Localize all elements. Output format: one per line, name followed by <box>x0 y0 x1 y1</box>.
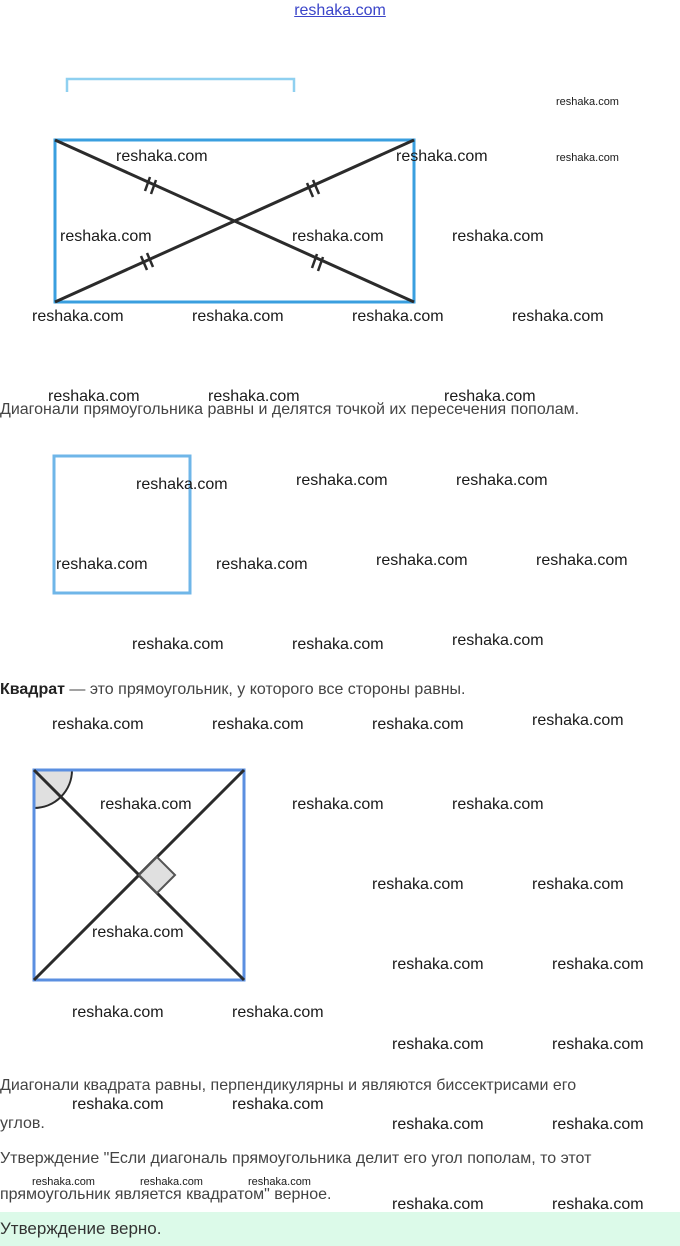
square-diagram <box>0 440 240 610</box>
watermark: reshaka.com <box>456 472 548 489</box>
watermark: reshaka.com <box>392 1036 484 1053</box>
watermark: reshaka.com <box>512 308 604 325</box>
watermark: reshaka.com <box>452 632 544 649</box>
rectangle-diagram <box>0 0 680 340</box>
watermark: reshaka.com <box>292 228 384 245</box>
watermark: reshaka.com <box>532 876 624 893</box>
watermark: reshaka.com <box>56 556 148 573</box>
watermark: reshaka.com <box>292 796 384 813</box>
watermark: reshaka.com <box>396 148 488 165</box>
square-term: Квадрат <box>0 681 65 698</box>
site-header-link[interactable]: reshaka.com <box>294 2 386 19</box>
square-diagonals-line2: углов. <box>0 1115 45 1132</box>
watermark: reshaka.com <box>100 796 192 813</box>
watermark: reshaka.com <box>248 1176 311 1188</box>
watermark: reshaka.com <box>392 956 484 973</box>
watermark: reshaka.com <box>48 388 140 405</box>
watermark: reshaka.com <box>232 1004 324 1021</box>
watermark: reshaka.com <box>552 1196 644 1213</box>
brace-mark <box>67 79 294 92</box>
square-definition <box>0 672 680 708</box>
rect-property-text: Диагонали прямоугольника равны и делятся точкой их пересечения пополам. <box>0 401 580 418</box>
watermark: reshaka.com <box>212 716 304 733</box>
watermark: reshaka.com <box>136 476 228 493</box>
square-definition-text: — это прямоугольник, у которого все стороны равны. <box>64 681 466 698</box>
watermark: reshaka.com <box>208 388 300 405</box>
watermark: reshaka.com <box>556 96 619 108</box>
watermark: reshaka.com <box>452 228 544 245</box>
watermark: reshaka.com <box>552 956 644 973</box>
watermark: reshaka.com <box>552 1116 644 1133</box>
watermark: reshaka.com <box>444 388 536 405</box>
watermark: reshaka.com <box>296 472 388 489</box>
square-diagonals-line1: Диагонали квадрата равны, перпендикулярны и являются биссектрисами его <box>0 1077 577 1094</box>
watermark: reshaka.com <box>376 552 468 569</box>
watermark: reshaka.com <box>192 308 284 325</box>
watermark: reshaka.com <box>72 1096 164 1113</box>
watermark: reshaka.com <box>392 1116 484 1133</box>
statement-line1: Утверждение "Если диагональ прямоугольника делит его угол пополам, то этот <box>0 1150 592 1167</box>
watermark: reshaka.com <box>92 924 184 941</box>
watermark: reshaka.com <box>452 796 544 813</box>
answer-box: Утверждение верно. <box>0 1212 680 1246</box>
square-diagonals-diagram <box>0 760 260 990</box>
watermark: reshaka.com <box>552 1036 644 1053</box>
statement-line2: прямоугольник является квадратом" верное. <box>0 1186 332 1203</box>
watermark: reshaka.com <box>140 1176 203 1188</box>
watermark: reshaka.com <box>72 1004 164 1021</box>
watermark: reshaka.com <box>52 716 144 733</box>
watermark: reshaka.com <box>352 308 444 325</box>
watermark: reshaka.com <box>372 716 464 733</box>
watermark: reshaka.com <box>32 308 124 325</box>
watermark: reshaka.com <box>216 556 308 573</box>
watermark: reshaka.com <box>556 152 619 164</box>
watermark: reshaka.com <box>232 1096 324 1113</box>
watermark: reshaka.com <box>372 876 464 893</box>
watermark: reshaka.com <box>60 228 152 245</box>
watermark: reshaka.com <box>132 636 224 653</box>
right-angle-mark <box>139 857 175 893</box>
watermark: reshaka.com <box>32 1176 95 1188</box>
watermark: reshaka.com <box>536 552 628 569</box>
watermark: reshaka.com <box>116 148 208 165</box>
watermark: reshaka.com <box>392 1196 484 1213</box>
watermark: reshaka.com <box>532 712 624 729</box>
watermark: reshaka.com <box>292 636 384 653</box>
